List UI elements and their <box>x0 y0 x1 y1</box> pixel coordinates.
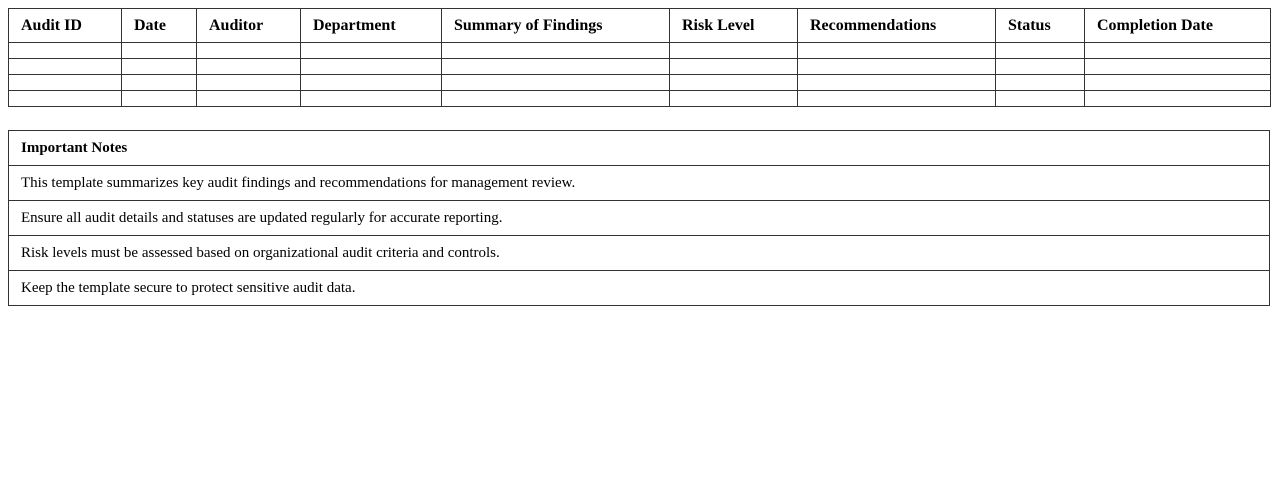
table-cell[interactable] <box>1085 43 1271 59</box>
table-cell[interactable] <box>442 75 670 91</box>
header-department: Department <box>301 9 442 43</box>
table-cell[interactable] <box>996 91 1085 107</box>
header-completion-date: Completion Date <box>1085 9 1271 43</box>
table-cell[interactable] <box>197 75 301 91</box>
table-cell[interactable] <box>122 59 197 75</box>
table-cell[interactable] <box>9 43 122 59</box>
table-cell[interactable] <box>798 91 996 107</box>
table-cell[interactable] <box>9 59 122 75</box>
table-cell[interactable] <box>197 91 301 107</box>
table-row <box>9 43 1271 59</box>
header-audit-id: Audit ID <box>9 9 122 43</box>
table-row <box>9 59 1271 75</box>
audit-table <box>8 8 1271 107</box>
audit-table-body <box>9 43 1271 107</box>
header-risk-level: Risk Level <box>670 9 798 43</box>
table-cell[interactable] <box>197 59 301 75</box>
note-row <box>9 166 1270 201</box>
table-cell[interactable] <box>798 43 996 59</box>
table-cell[interactable] <box>798 75 996 91</box>
header-date: Date <box>122 9 197 43</box>
table-cell[interactable] <box>670 59 798 75</box>
header-auditor: Auditor <box>197 9 301 43</box>
table-cell[interactable] <box>122 43 197 59</box>
table-cell[interactable] <box>670 43 798 59</box>
table-cell[interactable] <box>301 59 442 75</box>
table-cell[interactable] <box>1085 75 1271 91</box>
table-cell[interactable] <box>1085 91 1271 107</box>
notes-table <box>8 130 1270 306</box>
table-cell[interactable] <box>442 91 670 107</box>
table-cell[interactable] <box>996 43 1085 59</box>
note-text: Ensure all audit details and statuses are updated regularly for accurate reporting. <box>9 201 1270 236</box>
note-row <box>9 271 1270 306</box>
table-cell[interactable] <box>442 59 670 75</box>
table-cell[interactable] <box>301 75 442 91</box>
table-cell[interactable] <box>9 75 122 91</box>
header-status: Status <box>996 9 1085 43</box>
table-header-row <box>9 9 1271 43</box>
notes-header-row <box>9 131 1270 166</box>
table-cell[interactable] <box>798 59 996 75</box>
table-cell[interactable] <box>197 43 301 59</box>
table-cell[interactable] <box>9 91 122 107</box>
header-recommendations: Recommendations <box>798 9 996 43</box>
table-cell[interactable] <box>442 43 670 59</box>
note-text: Keep the template secure to protect sensitive audit data. <box>9 271 1270 306</box>
table-cell[interactable] <box>670 75 798 91</box>
table-cell[interactable] <box>996 59 1085 75</box>
note-row <box>9 236 1270 271</box>
notes-title: Important Notes <box>9 131 1270 166</box>
note-row <box>9 201 1270 236</box>
note-text: Risk levels must be assessed based on organizational audit criteria and controls. <box>9 236 1270 271</box>
table-cell[interactable] <box>670 91 798 107</box>
table-cell[interactable] <box>996 75 1085 91</box>
table-cell[interactable] <box>301 43 442 59</box>
note-text: This template summarizes key audit findings and recommendations for management review. <box>9 166 1270 201</box>
table-cell[interactable] <box>122 91 197 107</box>
table-row <box>9 75 1271 91</box>
table-cell[interactable] <box>1085 59 1271 75</box>
table-cell[interactable] <box>301 91 442 107</box>
header-summary-of-findings: Summary of Findings <box>442 9 670 43</box>
table-row <box>9 91 1271 107</box>
table-cell[interactable] <box>122 75 197 91</box>
